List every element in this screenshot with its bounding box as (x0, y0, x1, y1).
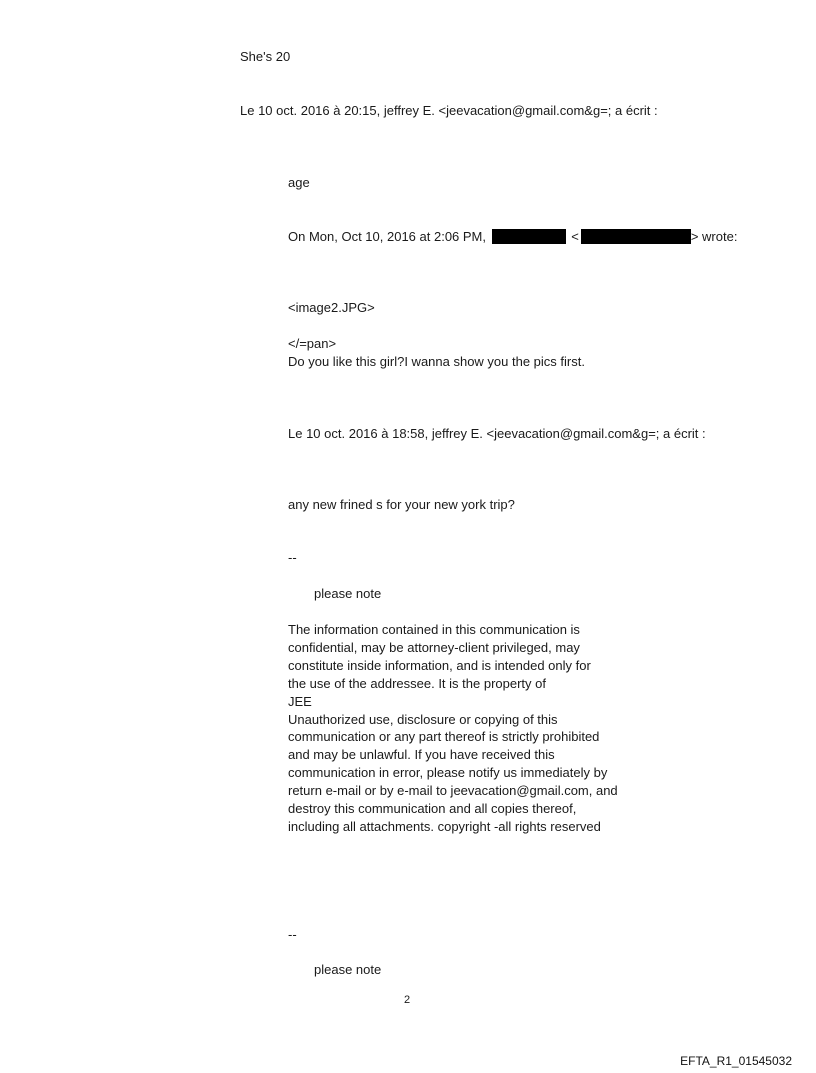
header-2-lt: < (571, 229, 579, 244)
please-note-2: please note (314, 962, 382, 977)
quoted-header-2 (288, 229, 737, 245)
reply-age-text: age (288, 175, 310, 190)
message-text-1: Do you like this girl?I wanna show you the pics first. (288, 354, 585, 369)
disclaimer-line: communication in error, please notify us immediately by (288, 765, 608, 781)
reply-text: She's 20 (240, 49, 291, 64)
disclaimer-line: Unauthorized use, disclosure or copying of this (288, 711, 558, 727)
signature-separator-1: -- (288, 550, 297, 565)
disclaimer-line: and may be unlawful. If you have received this (288, 747, 555, 763)
disclaimer-line: JEE (288, 693, 312, 709)
disclaimer-line: including all attachments. copyright -all rights reserved (288, 818, 601, 834)
attachment-placeholder: <image2.JPG> (288, 300, 375, 315)
page-number: 2 (404, 994, 411, 1006)
header-2-suffix: > wrote: (690, 229, 738, 244)
disclaimer-line: destroy this communication and all copies thereof, (288, 801, 577, 817)
message-text-2: any new frined s for your new york trip? (288, 497, 515, 512)
signature-separator-2: -- (288, 927, 297, 942)
quoted-header-1: Le 10 oct. 2016 à 20:15, jeffrey E. <jeevacation@gmail.com&g=; a écrit : (240, 103, 658, 118)
disclaimer-line: The information contained in this communication is (288, 622, 580, 637)
bates-number: EFTA_R1_01545032 (680, 1054, 792, 1068)
quoted-header-3: Le 10 oct. 2016 à 18:58, jeffrey E. <jeevacation@gmail.com&g=; a écrit : (288, 426, 706, 441)
redaction-box (492, 229, 566, 244)
redaction-box (581, 229, 691, 244)
disclaimer-line: the use of the addressee. It is the property of (288, 675, 546, 691)
disclaimer-line: confidential, may be attorney-client privileged, may (288, 639, 580, 655)
disclaimer-line: return e-mail or by e-mail to jeevacation@gmail.com, and (288, 783, 618, 799)
header-2-prefix: On Mon, Oct 10, 2016 at 2:06 PM, (288, 229, 486, 244)
confidentiality-disclaimer (288, 621, 648, 836)
disclaimer-line: constitute inside information, and is intended only for (288, 657, 591, 673)
pan-tag-text: </=pan> (288, 336, 337, 351)
disclaimer-line: communication or any part thereof is strictly prohibited (288, 729, 600, 745)
please-note-1: please note (314, 586, 382, 601)
